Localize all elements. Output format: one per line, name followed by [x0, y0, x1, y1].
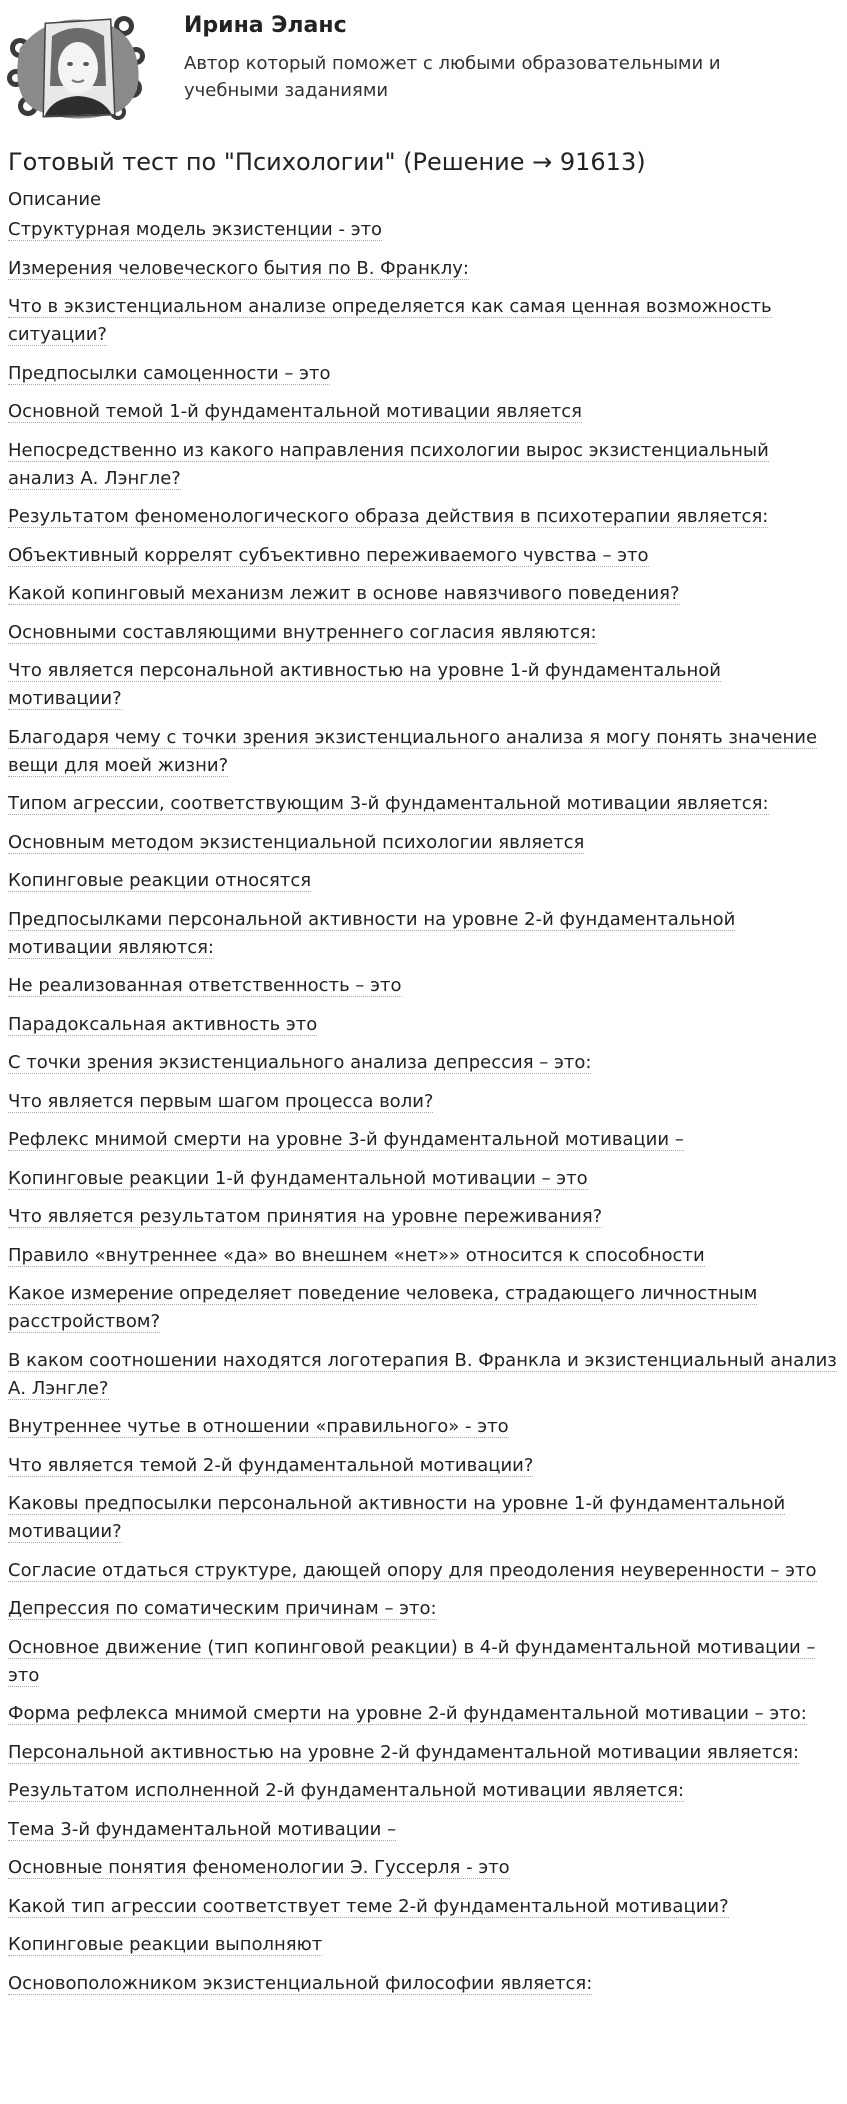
question-link[interactable]: Копинговые реакции 1-й фундаментальной мотивации – это [8, 1167, 588, 1189]
question-item [8, 293, 840, 349]
question-item [8, 1165, 840, 1193]
question-link[interactable]: Какой копинговый механизм лежит в основе навязчивого поведения? [8, 583, 680, 604]
question-item [8, 867, 840, 895]
question-link[interactable]: Благодаря чему с точки зрения экзистенциального анализа я могу понять значение вещи для моей жизни? [8, 726, 818, 776]
question-item [8, 398, 840, 426]
question-link[interactable]: Предпосылки самоценности – это [8, 362, 331, 384]
question-link[interactable]: Объективный коррелят субъективно переживаемого чувства – это [8, 544, 649, 566]
question-item [8, 216, 840, 244]
question-item [8, 1700, 840, 1728]
question-link[interactable]: С точки зрения экзистенциального анализа депрессия – это: [8, 1052, 592, 1073]
question-item [8, 580, 840, 608]
question-item [8, 1011, 840, 1039]
question-item [8, 1280, 840, 1336]
question-link[interactable]: Типом агрессии, соответствующим 3-й фундаментальной мотивации является: [8, 793, 769, 814]
question-item [8, 1126, 840, 1154]
question-link[interactable]: Депрессия по соматическим причинам – это: [8, 1598, 437, 1619]
question-item [8, 1893, 840, 1921]
question-item [8, 906, 840, 962]
question-link[interactable]: Что является первым шагом процесса воли? [8, 1090, 434, 1112]
question-link[interactable]: В каком соотношении находятся логотерапия В. Франкла и экзистенциальный анализ А. Лэнгле? [8, 1349, 837, 1399]
question-item [8, 829, 840, 857]
question-item [8, 619, 840, 647]
question-link[interactable]: Тема 3-й фундаментальной мотивации – [8, 1818, 397, 1840]
question-item [8, 1452, 840, 1480]
question-link[interactable]: Копинговые реакции относятся [8, 870, 312, 891]
question-item [8, 542, 840, 570]
question-item [8, 1088, 840, 1116]
question-item [8, 1816, 840, 1844]
question-link[interactable]: Рефлекс мнимой смерти на уровне 3-й фундаментальной мотивации – [8, 1129, 684, 1150]
question-item [8, 1049, 840, 1077]
question-link[interactable]: Измерения человеческого бытия по В. Франклу: [8, 257, 469, 279]
question-link[interactable]: Форма рефлекса мнимой смерти на уровне 2-й фундаментальной мотивации – это: [8, 1703, 807, 1724]
question-link[interactable]: Результатом феноменологического образа действия в психотерапии является: [8, 506, 769, 527]
question-link[interactable]: Какое измерение определяет поведение человека, страдающего личностным расстройством? [8, 1283, 758, 1332]
question-link[interactable]: Что в экзистенциальном анализе определяется как самая ценная возможность ситуации? [8, 296, 772, 345]
question-item [8, 1242, 840, 1270]
question-item [8, 360, 840, 388]
question-item [8, 1970, 840, 1998]
page-title: Готовый тест по "Психологии" (Решение → 91613) [8, 148, 646, 176]
question-link[interactable]: Что является темой 2-й фундаментальной мотивации? [8, 1454, 534, 1476]
question-item [8, 1490, 840, 1546]
question-link[interactable]: Непосредственно из какого направления психологии вырос экзистенциальный анализ А. Лэнгле? [8, 439, 769, 489]
question-link[interactable]: Персональной активностью на уровне 2-й фундаментальной мотивации является: [8, 1741, 799, 1763]
author-card [0, 0, 847, 135]
question-item [8, 1557, 840, 1585]
question-item [8, 1777, 840, 1805]
question-link[interactable]: Что является персональной активностью на уровне 1-й фундаментальной мотивации? [8, 660, 721, 709]
question-link[interactable]: Какой тип агрессии соответствует теме 2-й фундаментальной мотивации? [8, 1895, 729, 1917]
description-label: Описание [8, 189, 102, 210]
question-link[interactable]: Что является результатом принятия на уровне переживания? [8, 1206, 603, 1227]
question-item [8, 437, 840, 493]
question-link[interactable]: Основное движение (тип копинговой реакции) в 4-й фундаментальной мотивации – это [8, 1636, 816, 1686]
question-item [8, 1203, 840, 1231]
question-list [8, 216, 840, 2008]
question-link[interactable]: Основной темой 1-й фундаментальной мотивации является [8, 401, 582, 422]
question-item [8, 1595, 840, 1623]
question-item [8, 1739, 840, 1767]
question-item [8, 724, 840, 780]
author-description: Автор который поможет с любыми образовательными и учебными заданиями [184, 53, 721, 101]
question-link[interactable]: Структурная модель экзистенции - это [8, 219, 383, 240]
question-link[interactable]: Копинговые реакции выполняют [8, 1934, 323, 1955]
question-item [8, 1347, 840, 1403]
question-link[interactable]: Внутреннее чутье в отношении «правильного» - это [8, 1416, 509, 1437]
question-link[interactable]: Согласие отдаться структуре, дающей опору для преодоления неуверенности – это [8, 1559, 817, 1581]
question-link[interactable]: Каковы предпосылки персональной активности на уровне 1-й фундаментальной мотивации? [8, 1493, 786, 1542]
question-link[interactable]: Правило «внутреннее «да» во внешнем «нет»» относится к способности [8, 1244, 705, 1266]
question-item [8, 1931, 840, 1959]
question-item [8, 972, 840, 1000]
question-item [8, 657, 840, 713]
question-link[interactable]: Основные понятия феноменологии Э. Гуссерля - это [8, 1857, 510, 1878]
author-avatar[interactable] [6, 6, 150, 128]
question-link[interactable]: Не реализованная ответственность – это [8, 975, 402, 996]
question-link[interactable]: Предпосылками персональной активности на уровне 2-й фундаментальной мотивации являются: [8, 908, 736, 958]
question-item [8, 1634, 840, 1690]
question-link[interactable]: Основоположником экзистенциальной философии является: [8, 1972, 593, 1994]
question-link[interactable]: Основным методом экзистенциальной психологии является [8, 831, 585, 853]
question-link[interactable]: Основными составляющими внутреннего согласия являются: [8, 621, 597, 643]
question-item [8, 1413, 840, 1441]
question-link[interactable]: Парадоксальная активность это [8, 1013, 318, 1035]
author-name[interactable]: Ирина Эланс [184, 13, 347, 38]
question-item [8, 255, 840, 283]
question-link[interactable]: Результатом исполненной 2-й фундаментальной мотивации является: [8, 1780, 685, 1801]
question-item [8, 503, 840, 531]
question-item [8, 790, 840, 818]
question-item [8, 1854, 840, 1882]
